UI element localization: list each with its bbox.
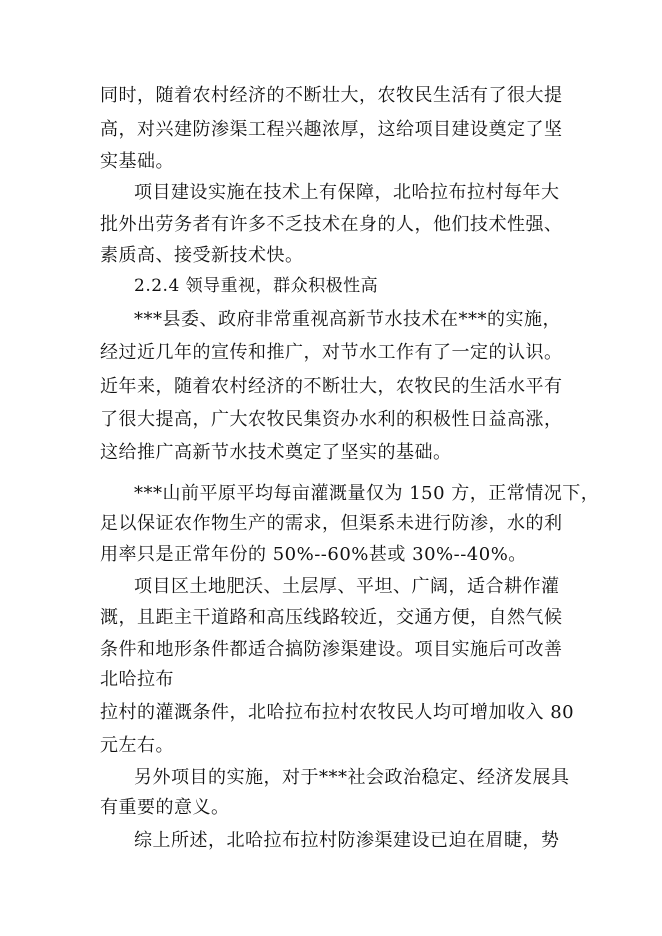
paragraph-start-line: 项目建设实施在技术上有保障，北哈拉布拉村每年大 bbox=[134, 182, 560, 203]
text-line: 素质高、接受新技术快。 bbox=[100, 245, 304, 266]
text-line: 实基础。 bbox=[100, 151, 174, 172]
text-line: 这给推广高新节水技术奠定了坚实的基础。 bbox=[100, 442, 452, 463]
text-line: 北哈拉布 bbox=[100, 669, 174, 690]
paragraph-start-line: ***县委、政府非常重视高新节水技术在***的实施， bbox=[134, 309, 561, 330]
text-line: 有重要的意义。 bbox=[100, 797, 230, 818]
text-line: 经过近几年的宣传和推广，对节水工作有了一定的认识。 bbox=[100, 342, 563, 363]
text-line: 近年来，随着农村经济的不断壮大，农牧民的生活水平有 bbox=[100, 376, 563, 397]
paragraph-start-line: 另外项目的实施，对于***社会政治稳定、经济发展具 bbox=[134, 767, 570, 788]
text-line: 足以保证农作物生产的需求，但渠系未进行防渗，水的利 bbox=[100, 513, 563, 534]
text-line: 条件和地形条件都适合搞防渗渠建设。项目实施后可改善 bbox=[100, 639, 563, 660]
text-line: 拉村的灌溉条件，北哈拉布拉村农牧民人均可增加收入 80 bbox=[100, 702, 575, 723]
text-line: 批外出劳务者有许多不乏技术在身的人，他们技术性强、 bbox=[100, 214, 563, 235]
paragraph-start-line: 综上所述，北哈拉布拉村防渗渠建设已迫在眉睫，势 bbox=[134, 830, 560, 851]
paragraph-start-line: 项目区土地肥沃、土层厚、平坦、广阔，适合耕作灌 bbox=[134, 576, 560, 597]
section-heading: 2.2.4 领导重视，群众积极性高 bbox=[134, 276, 379, 296]
text-line: 了很大提高，广大农牧民集资办水利的积极性日益高涨， bbox=[100, 409, 563, 430]
text-line: 高，对兴建防渗渠工程兴趣浓厚，这给项目建设奠定了坚 bbox=[100, 119, 563, 140]
text-line: 元左右。 bbox=[100, 735, 174, 756]
paragraph-start-line: ***山前平原平均每亩灌溉量仅为 150 方，正常情况下， bbox=[134, 483, 600, 504]
text-line: 溉，且距主干道路和高压线路较近，交通方便，自然气候 bbox=[100, 607, 563, 628]
text-line: 同时，随着农村经济的不断壮大，农牧民生活有了很大提 bbox=[100, 85, 563, 106]
text-line: 用率只是正常年份的 50%--60%甚或 30%--40%。 bbox=[100, 544, 527, 565]
